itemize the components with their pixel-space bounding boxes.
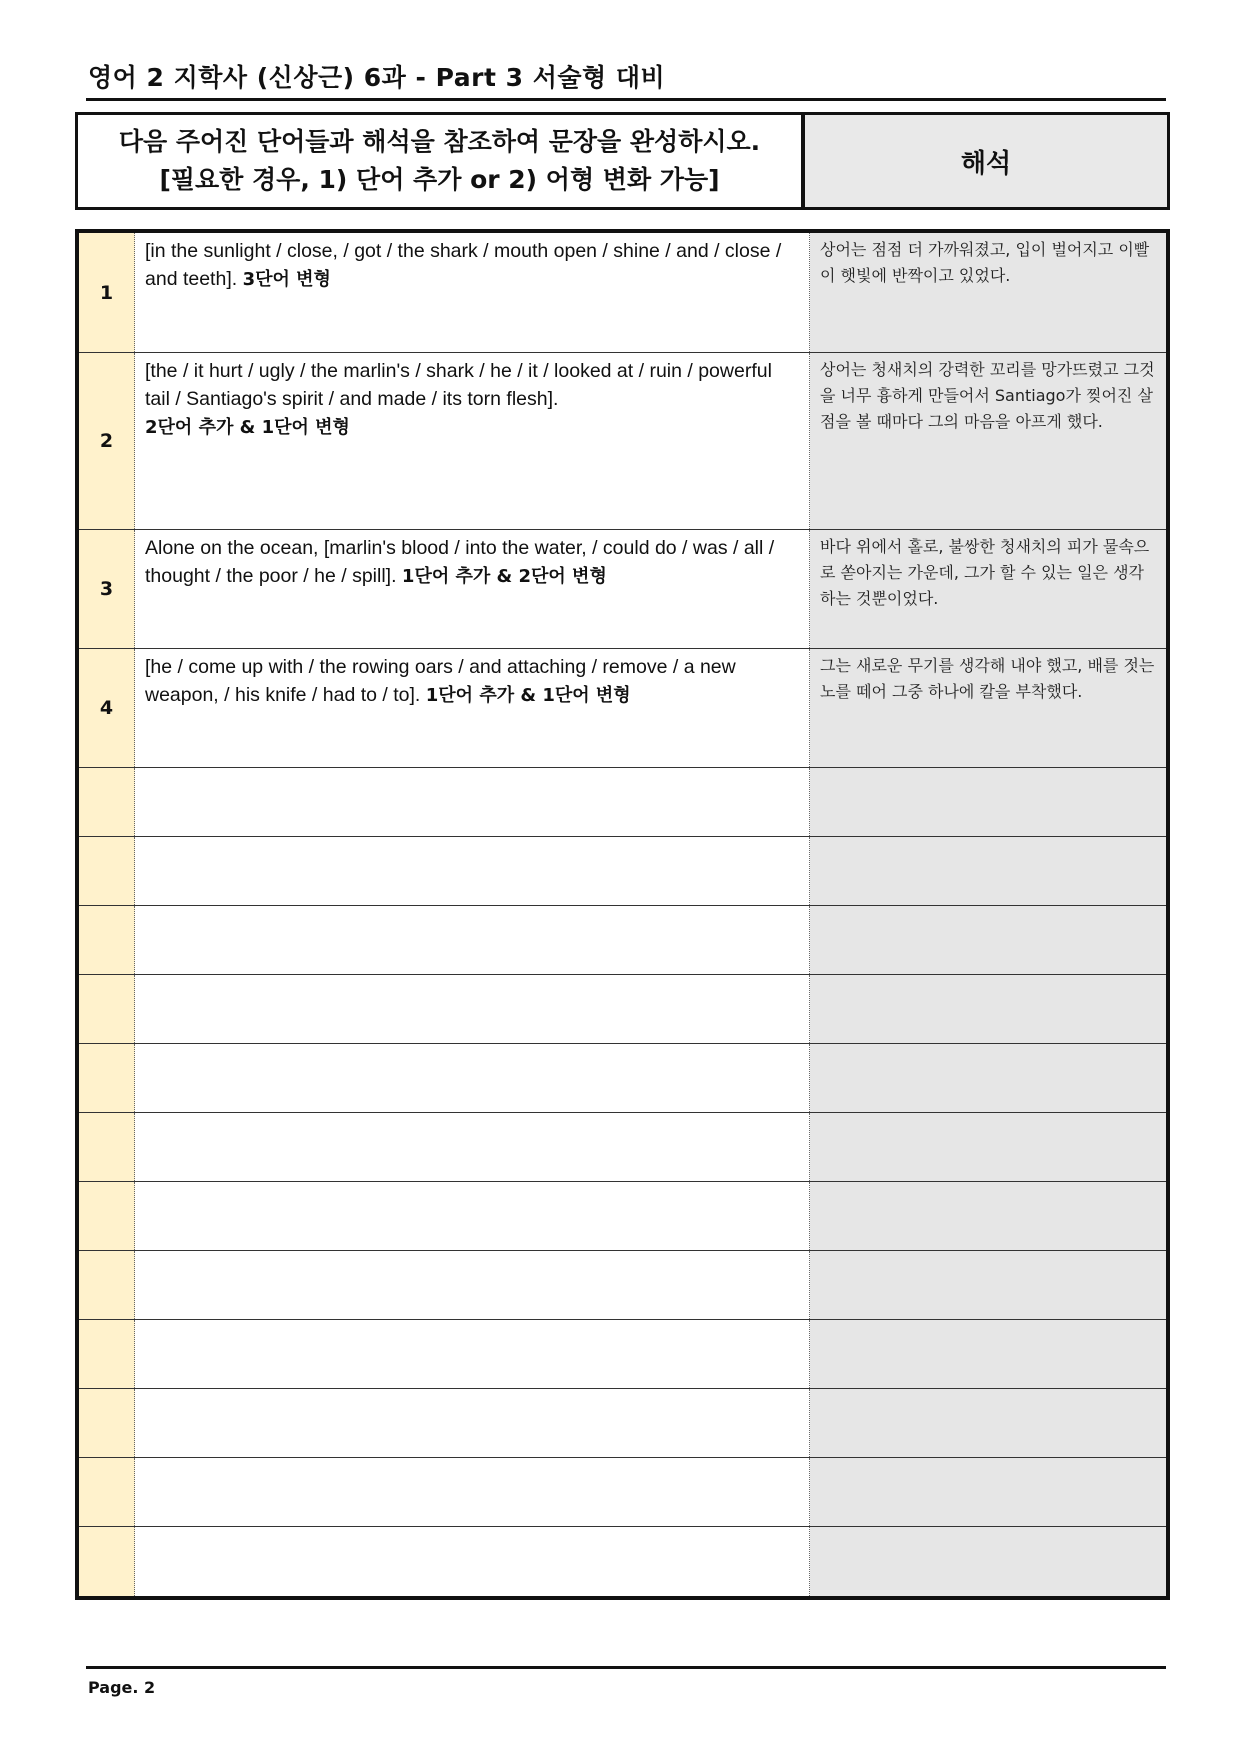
empty-answer-cell[interactable]: [135, 1182, 810, 1250]
instruction-box: [75, 112, 805, 210]
question-number: 3: [79, 530, 135, 648]
empty-row: [79, 1527, 1166, 1596]
question-prompt: Alone on the ocean, [marlin's blood / into the water, / could do / was / all / thought / the poor / he / spill].: [145, 537, 775, 587]
empty-row: [79, 768, 1166, 837]
question-hint: 2단어 추가 & 1단어 변형: [145, 417, 350, 438]
empty-row: [79, 1182, 1166, 1251]
empty-translation-cell: [810, 1113, 1166, 1181]
empty-number-cell: [79, 837, 135, 905]
question-hint: 1단어 추가 & 1단어 변형: [425, 685, 631, 706]
empty-translation-cell: [810, 1044, 1166, 1112]
question-answer-cell[interactable]: [135, 649, 810, 767]
empty-number-cell: [79, 1389, 135, 1457]
question-answer-cell[interactable]: [135, 530, 810, 648]
empty-translation-cell: [810, 1182, 1166, 1250]
empty-number-cell: [79, 1182, 135, 1250]
empty-answer-cell[interactable]: [135, 975, 810, 1043]
instruction-line-1: 다음 주어진 단어들과 해석을 참조하여 문장을 완성하시오.: [118, 127, 761, 156]
question-table: [75, 229, 1170, 1600]
question-number: 4: [79, 649, 135, 767]
empty-translation-cell: [810, 1251, 1166, 1319]
question-prompt: [in the sunlight / close, / got / the shark / mouth open / shine / and / close / and teeth].: [145, 240, 782, 290]
empty-answer-cell[interactable]: [135, 1527, 810, 1596]
empty-answer-cell[interactable]: [135, 1320, 810, 1388]
empty-answer-cell[interactable]: [135, 1458, 810, 1526]
page-number: Page. 2: [88, 1678, 156, 1697]
question-hint: 1단어 추가 & 2단어 변형: [401, 566, 607, 587]
empty-row: [79, 1251, 1166, 1320]
empty-answer-cell[interactable]: [135, 1044, 810, 1112]
question-prompt: [the / it hurt / ugly / the marlin's / shark / he / it / looked at / ruin / powerful tail / Santiago's spirit / and made / its torn flesh].: [145, 360, 772, 410]
empty-number-cell: [79, 1251, 135, 1319]
empty-translation-cell: [810, 906, 1166, 974]
empty-number-cell: [79, 975, 135, 1043]
empty-translation-cell: [810, 1320, 1166, 1388]
empty-translation-cell: [810, 975, 1166, 1043]
empty-number-cell: [79, 1527, 135, 1596]
question-translation: 상어는 청새치의 강력한 꼬리를 망가뜨렸고 그것을 너무 흉하게 만들어서 Santiago가 찢어진 살점을 볼 때마다 그의 마음을 아프게 했다.: [810, 353, 1166, 529]
question-translation: 바다 위에서 홀로, 불쌍한 청새치의 피가 물속으로 쏟아지는 가운데, 그가 할 수 있는 일은 생각하는 것뿐이었다.: [810, 530, 1166, 648]
empty-number-cell: [79, 1458, 135, 1526]
question-prompt: [he / come up with / the rowing oars / and attaching / remove / a new weapon, / his knife / had to / to].: [145, 656, 736, 706]
question-number: 1: [79, 233, 135, 352]
empty-number-cell: [79, 1044, 135, 1112]
empty-row: [79, 975, 1166, 1044]
empty-translation-cell: [810, 1389, 1166, 1457]
empty-number-cell: [79, 1320, 135, 1388]
instruction-line-2: [필요한 경우, 1) 단어 추가 or 2) 어형 변화 가능]: [159, 165, 720, 194]
question-answer-cell[interactable]: [135, 233, 810, 352]
empty-translation-cell: [810, 837, 1166, 905]
empty-number-cell: [79, 906, 135, 974]
empty-row: [79, 1458, 1166, 1527]
empty-number-cell: [79, 1113, 135, 1181]
instruction-header: [75, 112, 1170, 210]
empty-answer-cell[interactable]: [135, 1113, 810, 1181]
empty-answer-cell[interactable]: [135, 768, 810, 836]
page-title: 영어 2 지학사 (신상근) 6과 - Part 3 서술형 대비: [88, 63, 666, 92]
empty-translation-cell: [810, 1458, 1166, 1526]
empty-row: [79, 837, 1166, 906]
empty-answer-cell[interactable]: [135, 1389, 810, 1457]
empty-row: [79, 1044, 1166, 1113]
empty-answer-cell[interactable]: [135, 837, 810, 905]
question-hint: 3단어 변형: [242, 269, 331, 290]
empty-row: [79, 1113, 1166, 1182]
question-answer-cell[interactable]: [135, 353, 810, 529]
translation-header: 해석: [805, 112, 1170, 210]
question-translation: 상어는 점점 더 가까워졌고, 입이 벌어지고 이빨이 햇빛에 반짝이고 있었다.: [810, 233, 1166, 352]
empty-translation-cell: [810, 768, 1166, 836]
question-row-1: [79, 233, 1166, 353]
footer-divider: [86, 1666, 1166, 1669]
empty-translation-cell: [810, 1527, 1166, 1596]
title-divider: [86, 98, 1166, 101]
question-row-4: [79, 649, 1166, 768]
empty-row: [79, 1320, 1166, 1389]
question-translation: 그는 새로운 무기를 생각해 내야 했고, 배를 젓는 노를 떼어 그중 하나에 칼을 부착했다.: [810, 649, 1166, 767]
empty-row: [79, 1389, 1166, 1458]
question-number: 2: [79, 353, 135, 529]
question-row-2: [79, 353, 1166, 530]
question-row-3: [79, 530, 1166, 649]
empty-number-cell: [79, 768, 135, 836]
empty-answer-cell[interactable]: [135, 906, 810, 974]
empty-answer-cell[interactable]: [135, 1251, 810, 1319]
empty-row: [79, 906, 1166, 975]
